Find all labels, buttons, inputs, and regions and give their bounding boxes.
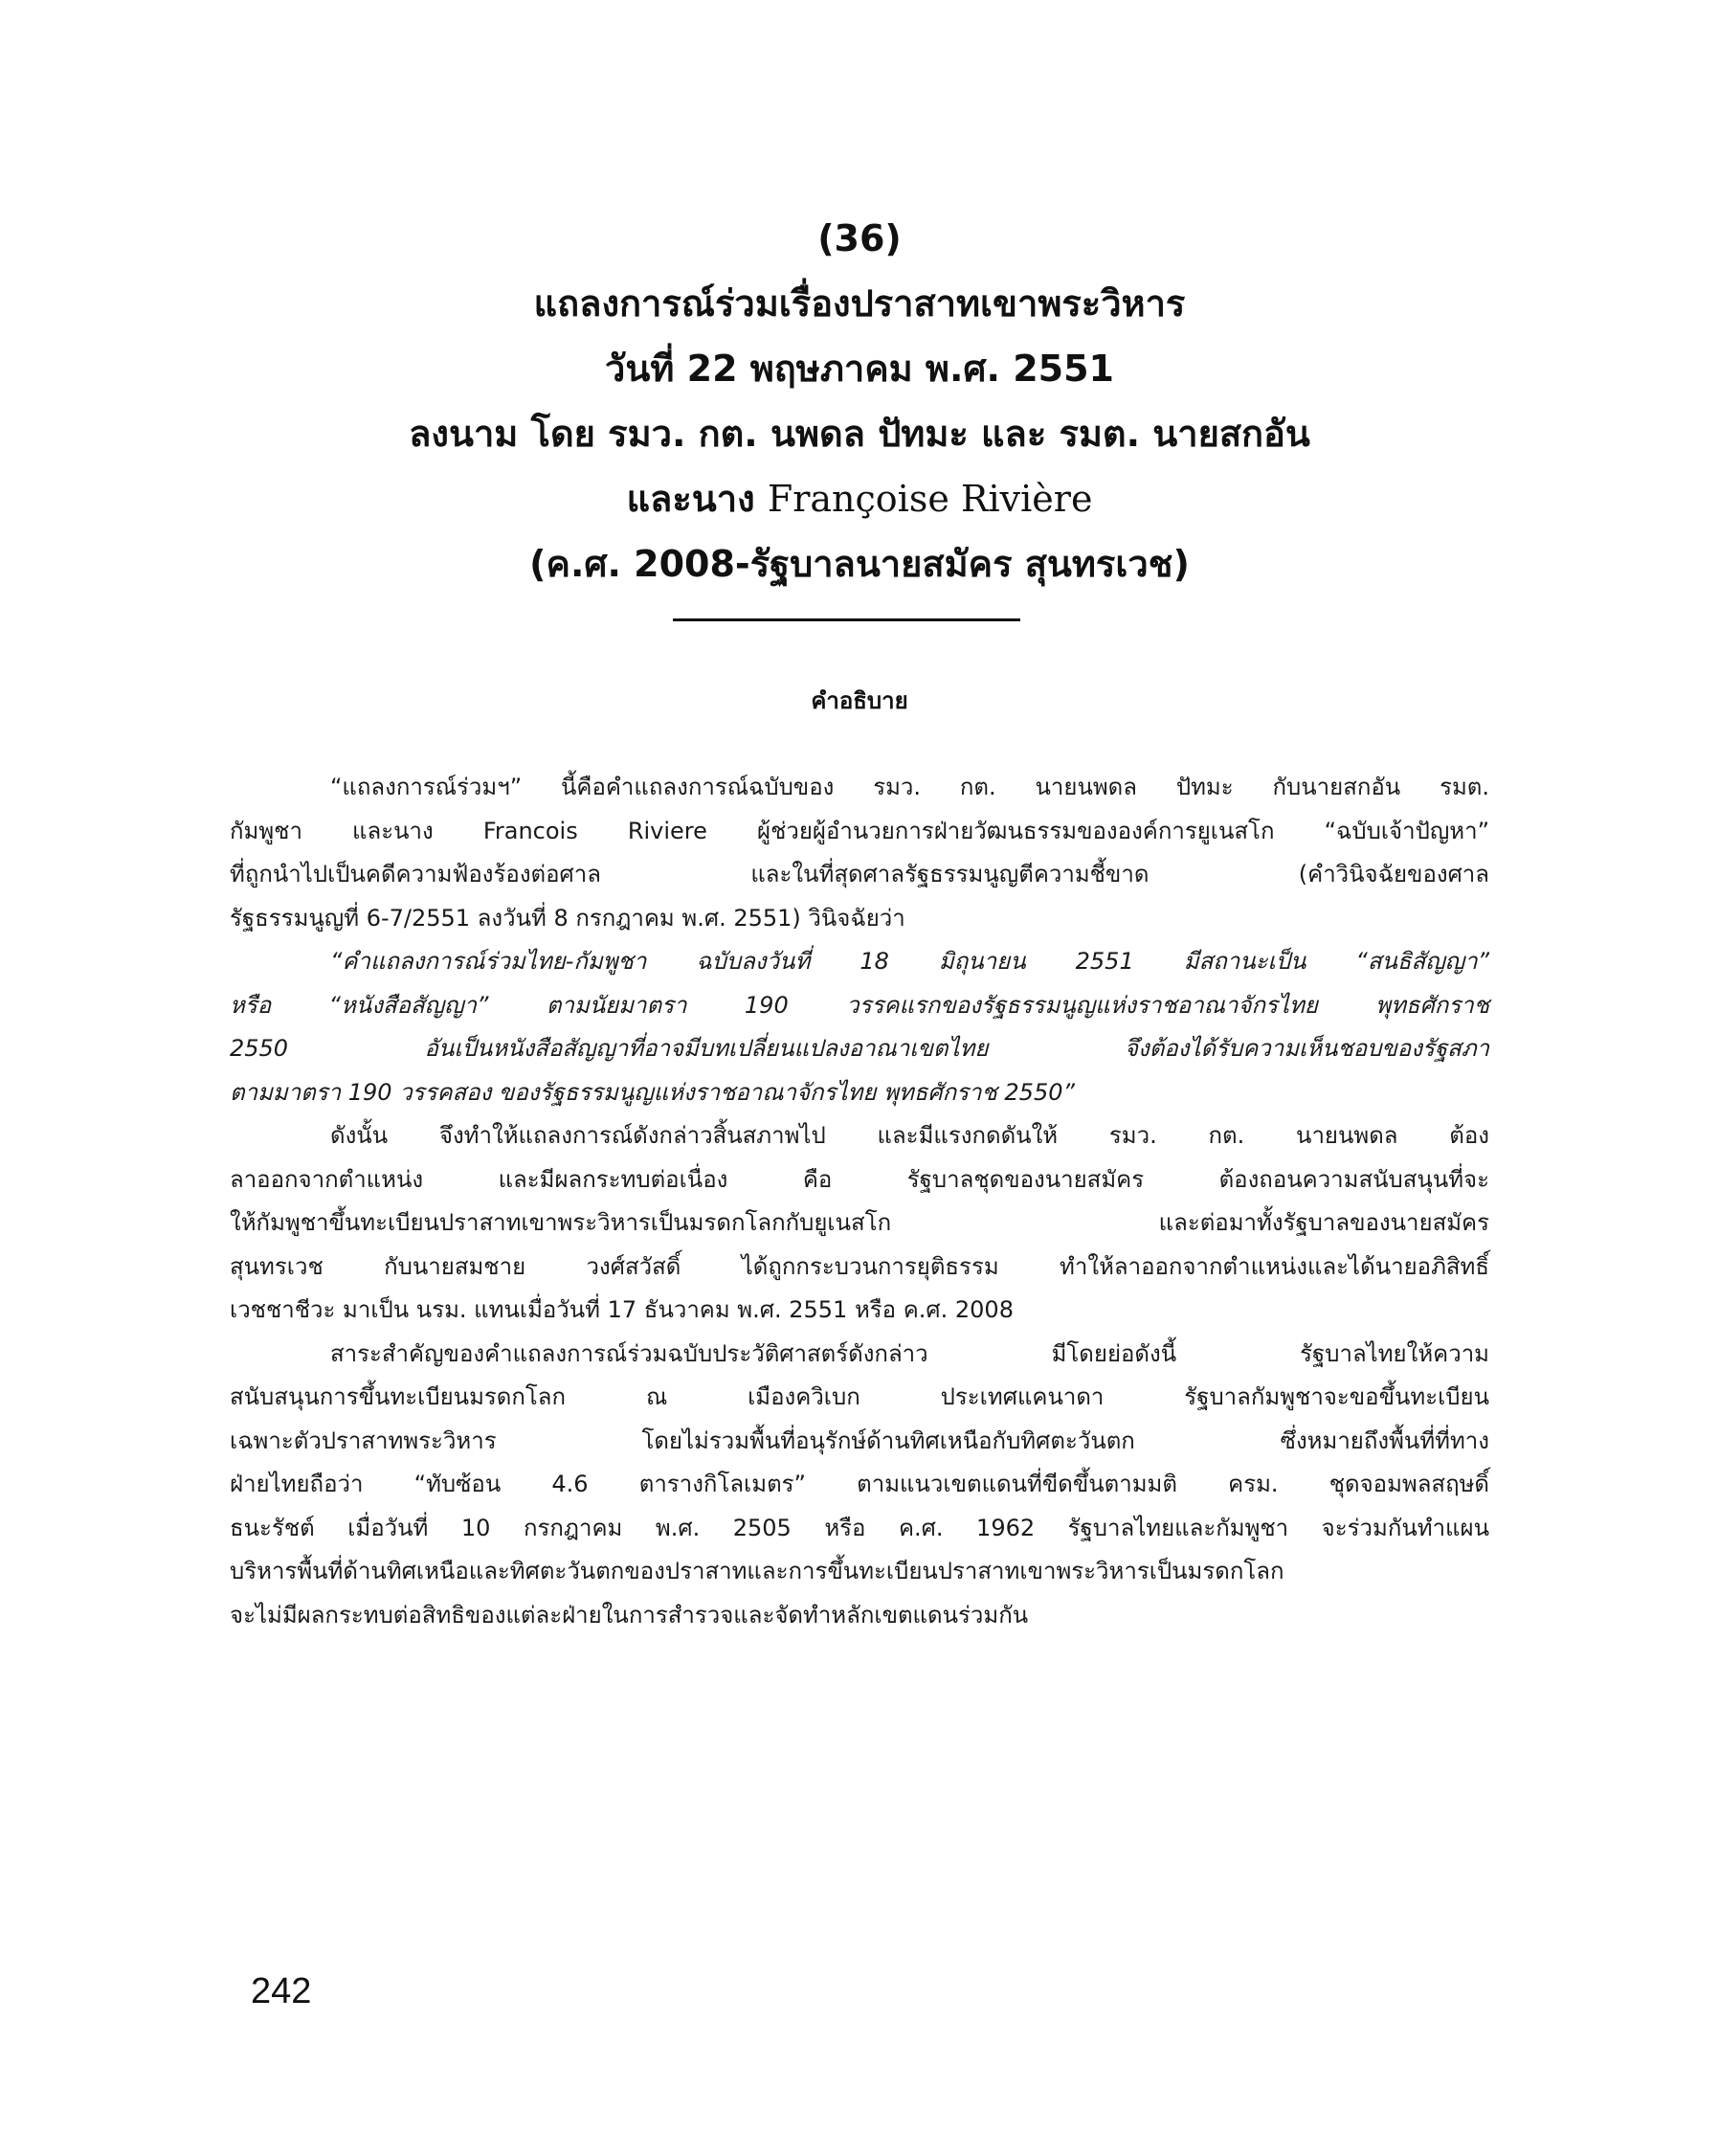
quote-paragraph — [230, 940, 1489, 1114]
paragraph-line: เฉพาะตัวปราสาทพระวิหาร โดยไม่รวมพื้นที่อนุรักษ์ด้านทิศเหนือกับทิศตะวันตก ซึ่งหมายถึงพื้นที่ที่ทาง — [230, 1426, 1489, 1454]
paragraph-line: สาระสำคัญของคำแถลงการณ์ร่วมฉบับประวัติศาสตร์ดังกล่าว มีโดยย่อดังนี้ รัฐบาลไทยให้ความ — [330, 1339, 1489, 1367]
paragraph-line: สุนทรเวช กับนายสมชาย วงศ์สวัสดิ์ ได้ถูกกระบวนการยุติธรรม ทำให้ลาออกจากตำแหน่งและได้นายอภิสิทธิ์ — [230, 1252, 1489, 1280]
paragraph-line: ฝ่ายไทยถือว่า “ทับซ้อน 4.6 ตารางกิโลเมตร” ตามแนวเขตแดนที่ขีดขึ้นตามมติ ครม. ชุดจอมพลสฤษดิ์ — [230, 1471, 1489, 1497]
paragraph-line: สนับสนุนการขึ้นทะเบียนมรดกโลก ณ เมืองควิเบก ประเทศแคนาดา รัฐบาลกัมพูชาจะขอขึ้นทะเบียน — [230, 1383, 1489, 1410]
paragraph — [230, 1333, 1489, 1638]
paragraph-line: ให้กัมพูชาขึ้นทะเบียนปราสาทเขาพระวิหารเป็นมรดกโลกกับยูเนสโก และต่อมาทั้งรัฐบาลของนายสมัคร — [230, 1209, 1489, 1236]
heading-divider — [673, 618, 1020, 621]
paragraph — [230, 766, 1489, 940]
paragraph — [230, 1114, 1489, 1333]
heading-date: วันที่ 22 พฤษภาคม พ.ศ. 2551 — [605, 348, 1114, 390]
paragraph-line: ตามมาตรา 190 วรรคสอง ของรัฐธรรมนูญแห่งราชอาณาจักรไทย พุทธศักราช 2550” — [230, 1078, 1075, 1106]
paragraph-line: ที่ถูกนำไปเป็นคดีความฟ้องร้องต่อศาล และในที่สุดศาลรัฐธรรมนูญตีความชี้ขาด (คำวินิจฉัยของศาล — [230, 861, 1489, 887]
paragraph-line: “แถลงการณ์ร่วมฯ” นี้คือคำแถลงการณ์ฉบับของ รมว. กต. นายนพดล ปัทมะ กับนายสกอัน รมต. — [330, 774, 1489, 800]
heading-signatory-2 — [230, 466, 1489, 531]
paragraph-line: กัมพูชา และนาง Francois Riviere ผู้ช่วยผู้อำนวยการฝ่ายวัฒนธรรมขององค์การยูเนสโก “ฉบับเจ้าปัญหา” — [230, 817, 1489, 844]
heading-signatory-name: Françoise Rivière — [767, 478, 1093, 520]
document-heading — [230, 206, 1489, 596]
paragraph-line: ลาออกจากตำแหน่ง และมีผลกระทบต่อเนื่อง คือ รัฐบาลชุดของนายสมัคร ต้องถอนความสนับสนุนที่จะ — [230, 1165, 1489, 1193]
paragraph-line: บริหารพื้นที่ด้านทิศเหนือและทิศตะวันตกของปราสาทและการขึ้นทะเบียนปราสาทเขาพระวิหารเป็นมรดกโลก — [230, 1558, 1284, 1584]
paragraph-line: 2550 อันเป็นหนังสือสัญญาที่อาจมีบทเปลี่ยนแปลงอาณาเขตไทย จึงต้องได้รับความเห็นชอบของรัฐสภา — [230, 1035, 1489, 1062]
paragraph-line: รัฐธรรมนูญที่ 6-7/2551 ลงวันที่ 8 กรกฎาคม พ.ศ. 2551) วินิจฉัยว่า — [230, 904, 905, 932]
heading-era: (ค.ศ. 2008-รัฐบาลนายสมัคร สุนทรเวช) — [529, 543, 1190, 585]
page-number: 242 — [251, 1971, 312, 2011]
section-label: คำอธิบาย — [811, 687, 908, 714]
paragraph-line: “คำแถลงการณ์ร่วมไทย-กัมพูชา ฉบับลงวันที่ 18 มิถุนายน 2551 มีสถานะเป็น “สนธิสัญญา” — [330, 948, 1489, 975]
body-text — [230, 766, 1489, 1637]
paragraph-line: จะไม่มีผลกระทบต่อสิทธิของแต่ละฝ่ายในการสำรวจและจัดทำหลักเขตแดนร่วมกัน — [230, 1601, 1029, 1628]
heading-signatories: ลงนาม โดย รมว. กต. นพดล ปัทมะ และ รมต. นายสกอัน — [409, 413, 1310, 455]
paragraph-line: ดังนั้น จึงทำให้แถลงการณ์ดังกล่าวสิ้นสภาพไป และมีแรงกดดันให้ รมว. กต. นายนพดล ต้อง — [330, 1122, 1489, 1149]
paragraph-line: หรือ “หนังสือสัญญา” ตามนัยมาตรา 190 วรรคแรกของรัฐธรรมนูญแห่งราชอาณาจักรไทย พุทธศักราช — [230, 991, 1489, 1019]
heading-number: (36) — [817, 217, 902, 259]
heading-signatory-prefix: และนาง — [626, 478, 755, 520]
paragraph-line: เวชชาชีวะ มาเป็น นรม. แทนเมื่อวันที่ 17 ธันวาคม พ.ศ. 2551 หรือ ค.ศ. 2008 — [230, 1296, 1014, 1323]
paragraph-line: ธนะรัชต์ เมื่อวันที่ 10 กรกฎาคม พ.ศ. 2505 หรือ ค.ศ. 1962 รัฐบาลไทยและกัมพูชา จะร่วมกันทำแผน — [230, 1514, 1489, 1541]
heading-title: แถลงการณ์ร่วมเรื่องปราสาทเขาพระวิหาร — [533, 282, 1186, 325]
